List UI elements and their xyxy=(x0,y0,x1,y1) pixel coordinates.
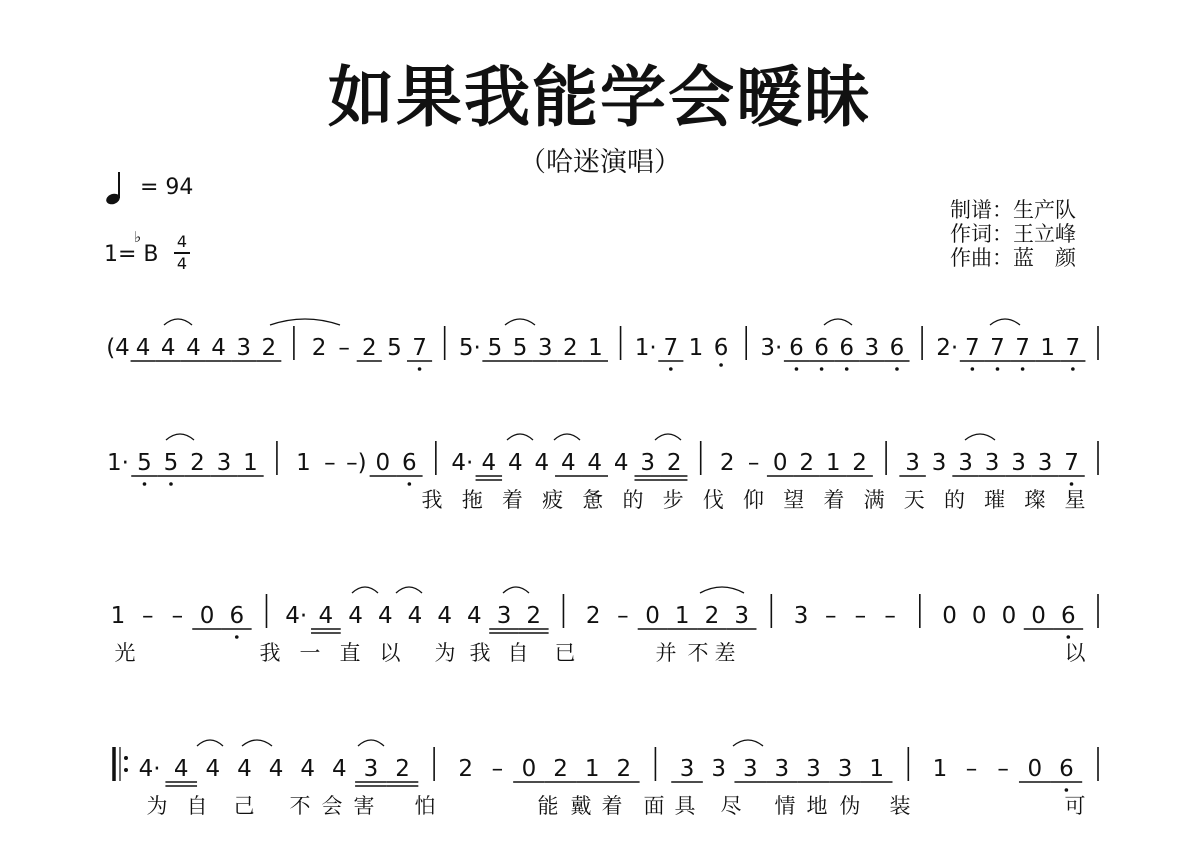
slur-arc xyxy=(166,434,194,440)
note-number: 6 xyxy=(229,603,245,629)
note-number: 1 xyxy=(110,603,126,629)
lyric-char: 我 xyxy=(421,488,443,512)
extension-dash: – xyxy=(617,603,629,629)
note-number: 4· xyxy=(138,756,161,782)
notation-line xyxy=(114,747,1098,818)
tempo-value: = 94 xyxy=(140,175,194,200)
slur-arc xyxy=(824,319,852,325)
note-number: 4 xyxy=(205,756,221,782)
lyric-char: 戴 xyxy=(570,794,592,818)
note-number: 6 xyxy=(889,335,905,361)
note-number: 3 xyxy=(734,603,749,629)
slur-arc xyxy=(655,434,681,440)
note-number: 4 xyxy=(377,603,393,629)
lyric-char: 以 xyxy=(1064,641,1086,665)
note-number: 2 xyxy=(799,450,814,476)
extension-dash: – xyxy=(997,756,1009,782)
lyric-char: 情 xyxy=(774,794,796,818)
note-number: 5 xyxy=(487,335,503,361)
note-number: 3 xyxy=(837,756,853,782)
note-number: 1· xyxy=(107,450,129,476)
key-text: 1= B xyxy=(104,242,159,267)
note-number: 5 xyxy=(387,335,402,361)
note-number: 4 xyxy=(300,756,315,782)
low-octave-dot xyxy=(1065,788,1069,792)
note-number: 3 xyxy=(742,756,758,782)
note-number: 4 xyxy=(331,756,347,782)
slur-arc xyxy=(396,587,422,593)
lyric-char: 步 xyxy=(662,488,684,512)
note-number: 2 xyxy=(704,603,720,629)
note-number: 4 xyxy=(407,603,423,629)
note-number: 6 xyxy=(1059,756,1074,782)
note-number: 2 xyxy=(585,603,601,629)
note-number: 4 xyxy=(160,335,176,361)
low-octave-dot xyxy=(669,367,673,371)
credit-score: 制谱：生产队 xyxy=(950,198,1076,222)
notation-line xyxy=(107,441,1098,512)
note-number: 0 xyxy=(971,603,987,629)
note-number: 4 xyxy=(135,335,151,361)
flat-sign: ♭ xyxy=(134,228,142,246)
note-number: 3· xyxy=(760,335,783,361)
note-number: 3 xyxy=(496,603,512,629)
time-top: 4 xyxy=(176,232,188,251)
note-number: 1 xyxy=(588,335,603,361)
note-number: 1 xyxy=(296,450,311,476)
note-number: 2 xyxy=(852,450,867,476)
lyric-char: 的 xyxy=(943,488,965,512)
note-number: 2 xyxy=(553,756,568,782)
note-number: 3 xyxy=(984,450,1000,476)
note-number: 0 xyxy=(199,603,215,629)
lyric-char: 自 xyxy=(507,641,529,665)
low-octave-dot xyxy=(418,367,422,371)
note-number: 3 xyxy=(958,450,973,476)
extension-dash: – xyxy=(965,756,978,782)
note-number: 3 xyxy=(905,450,920,476)
lyric-char: 面 xyxy=(643,794,665,818)
lyric-char: 害 xyxy=(353,794,375,818)
low-octave-dot xyxy=(1021,367,1025,371)
note-number: 3 xyxy=(1037,450,1053,476)
note-number: 1 xyxy=(584,756,600,782)
note-number: 6 xyxy=(789,335,804,361)
note-number: 6 xyxy=(839,335,855,361)
note-number: 2 xyxy=(361,335,377,361)
lyric-char: 可 xyxy=(1064,794,1086,818)
note-number: 0 xyxy=(375,450,391,476)
lyric-char: 星 xyxy=(1064,488,1086,512)
low-octave-dot xyxy=(408,482,412,486)
extension-dash: – xyxy=(854,603,867,629)
slur-arc xyxy=(197,740,223,746)
note-number: 5 xyxy=(163,450,179,476)
note-number: 0 xyxy=(942,603,957,629)
note-number: 3 xyxy=(679,756,695,782)
note-number: 6 xyxy=(1060,603,1076,629)
extension-dash: – xyxy=(141,603,154,629)
note-number: 3 xyxy=(864,335,880,361)
lyric-char: 拖 xyxy=(461,488,483,512)
slur-arc xyxy=(990,319,1020,325)
note-number: 2 xyxy=(616,756,632,782)
slur-arc xyxy=(554,434,580,440)
lyric-char: 仰 xyxy=(743,488,764,512)
note-number: 4 xyxy=(348,603,363,629)
note-number: 2 xyxy=(666,450,682,476)
lyric-char: 伐 xyxy=(702,488,724,512)
slur-arc xyxy=(242,740,272,746)
repeat-dot xyxy=(124,756,128,760)
note-number: 4 xyxy=(613,450,629,476)
note-number: 1 xyxy=(243,450,258,476)
lyric-char: 望 xyxy=(783,488,805,512)
lyric-char: 不 xyxy=(687,641,709,665)
low-octave-dot xyxy=(845,367,849,371)
note-number: 1 xyxy=(932,756,948,782)
low-octave-dot xyxy=(996,367,1000,371)
note-number: 7 xyxy=(1064,450,1079,476)
credit-lyrics: 作词：王立峰 xyxy=(950,222,1076,246)
note-number: 3 xyxy=(236,335,251,361)
lyric-char: 一 xyxy=(299,641,321,665)
note-number: 3 xyxy=(931,450,947,476)
lyric-char: 璀 xyxy=(984,488,1006,512)
note-number: 2· xyxy=(936,335,959,361)
note-number: 1 xyxy=(1040,335,1056,361)
lyric-char: 光 xyxy=(114,641,136,665)
lyric-char: 的 xyxy=(622,488,644,512)
note-number: 7 xyxy=(1015,335,1030,361)
slur-arc xyxy=(358,740,384,746)
low-octave-dot xyxy=(820,367,824,371)
note-number: 4 xyxy=(437,603,452,629)
extension-dash: – xyxy=(338,335,350,361)
lyric-char: 着 xyxy=(601,794,623,818)
low-octave-dot xyxy=(719,363,723,367)
lyric-char: 己 xyxy=(233,794,255,818)
lyric-char: 为 xyxy=(434,641,456,665)
notation-line xyxy=(111,594,1098,665)
low-octave-dot xyxy=(795,367,799,371)
lyric-char: 地 xyxy=(806,794,828,818)
note-number: 7 xyxy=(412,335,427,361)
slur-arc xyxy=(965,434,995,440)
extension-dash: – xyxy=(747,450,760,476)
note-number: 0 xyxy=(1001,603,1017,629)
lyric-char: 具 xyxy=(674,794,696,818)
note-number: 3 xyxy=(1011,450,1026,476)
note-number: 5 xyxy=(512,335,528,361)
note-number: 2 xyxy=(311,335,327,361)
note-number: 6 xyxy=(713,335,729,361)
note-number: 0 xyxy=(772,450,788,476)
lyric-char: 我 xyxy=(259,641,281,665)
time-bottom: 4 xyxy=(176,253,188,273)
note-number: 1 xyxy=(688,335,704,361)
note-number: 3 xyxy=(774,756,790,782)
lyric-char: 璨 xyxy=(1024,488,1046,512)
note-number: (4 xyxy=(106,335,130,361)
lyric-char: 为 xyxy=(146,794,168,818)
note-number: 3 xyxy=(793,603,809,629)
note-number: 2 xyxy=(261,335,277,361)
extension-dash: – xyxy=(171,603,184,629)
note-number: 1 xyxy=(825,450,841,476)
lyric-char: 已 xyxy=(554,641,576,665)
note-number: 4 xyxy=(173,756,189,782)
note-number: 4 xyxy=(507,450,523,476)
extension-dash: – xyxy=(884,603,896,629)
slur-arc xyxy=(270,319,340,325)
note-number: 4· xyxy=(285,603,308,629)
lyric-char: 自 xyxy=(186,794,208,818)
lyric-char: 着 xyxy=(501,488,523,512)
low-octave-dot xyxy=(1067,635,1071,639)
low-octave-dot xyxy=(1071,367,1075,371)
slur-arc xyxy=(164,319,192,325)
extension-dash: – xyxy=(824,603,837,629)
extension-dash: – xyxy=(491,756,504,782)
lyric-char: 装 xyxy=(889,794,911,818)
note-number: 2 xyxy=(719,450,735,476)
note-number: 4 xyxy=(560,450,576,476)
note-number: 4 xyxy=(318,603,334,629)
note-number: 3 xyxy=(537,335,553,361)
note-number: 0 xyxy=(645,603,660,629)
notation-line xyxy=(106,326,1098,371)
note-number: 4 xyxy=(587,450,603,476)
lyric-char: 不 xyxy=(289,794,311,818)
note-number: 0 xyxy=(1027,756,1043,782)
low-octave-dot xyxy=(971,367,975,371)
note-number: 3 xyxy=(806,756,821,782)
note-number: 5 xyxy=(137,450,152,476)
lyric-char: 尽 xyxy=(720,794,742,818)
note-number: 0 xyxy=(1031,603,1046,629)
note-number: 1 xyxy=(674,603,690,629)
extension-dash: –) xyxy=(346,450,367,476)
low-octave-dot xyxy=(143,482,147,486)
note-number: 0 xyxy=(521,756,537,782)
note-number: 2 xyxy=(562,335,578,361)
lyric-char: 差 xyxy=(714,641,736,665)
note-number: 7 xyxy=(965,335,980,361)
low-octave-dot xyxy=(895,367,899,371)
credit-music: 作曲：蓝 颜 xyxy=(950,246,1076,270)
note-number: 2 xyxy=(526,603,542,629)
note-number: 4 xyxy=(186,335,201,361)
note-number: 2 xyxy=(458,756,474,782)
note-number: 4 xyxy=(534,450,550,476)
note-number: 1· xyxy=(634,335,657,361)
repeat-dot xyxy=(124,768,128,772)
lyric-char: 能 xyxy=(537,794,559,818)
note-number: 5· xyxy=(458,335,481,361)
note-number: 3 xyxy=(216,450,232,476)
low-octave-dot xyxy=(1070,482,1074,486)
note-number: 3 xyxy=(363,756,379,782)
note-number: 6 xyxy=(402,450,417,476)
lyric-char: 疲 xyxy=(542,488,564,512)
note-number: 6 xyxy=(814,335,829,361)
lyric-char: 惫 xyxy=(582,488,604,512)
note-number: 3 xyxy=(711,756,726,782)
song-subtitle: （哈迷演唱） xyxy=(519,147,681,178)
note-number: 4 xyxy=(467,603,482,629)
lyric-char: 并 xyxy=(655,641,677,665)
low-octave-dot xyxy=(169,482,173,486)
slur-arc xyxy=(507,434,533,440)
note-number: 4 xyxy=(211,335,226,361)
lyric-char: 以 xyxy=(379,641,401,665)
lyric-char: 怕 xyxy=(414,794,436,818)
lyric-char: 满 xyxy=(863,488,885,512)
slur-arc xyxy=(352,587,378,593)
lyric-char: 伪 xyxy=(839,794,861,818)
note-number: 4 xyxy=(268,756,284,782)
lyric-char: 会 xyxy=(321,794,343,818)
note-number: 1 xyxy=(869,756,885,782)
lyric-char: 着 xyxy=(823,488,845,512)
low-octave-dot xyxy=(235,635,239,639)
note-number: 2 xyxy=(190,450,205,476)
note-number: 4 xyxy=(237,756,252,782)
lyric-char: 我 xyxy=(469,641,491,665)
lyric-char: 直 xyxy=(339,641,361,665)
note-number: 7 xyxy=(663,335,679,361)
slur-arc xyxy=(505,319,535,325)
slur-arc xyxy=(503,587,529,593)
note-number: 2 xyxy=(395,756,410,782)
slur-arc xyxy=(700,587,744,593)
extension-dash: – xyxy=(324,450,336,476)
note-number: 4 xyxy=(481,450,497,476)
note-number: 7 xyxy=(990,335,1005,361)
song-title: 如果我能学会暧昧 xyxy=(328,59,872,136)
note-number: 7 xyxy=(1065,335,1081,361)
lyric-char: 天 xyxy=(903,488,925,512)
slur-arc xyxy=(733,740,763,746)
note-number: 3 xyxy=(640,450,656,476)
note-number: 4· xyxy=(451,450,474,476)
